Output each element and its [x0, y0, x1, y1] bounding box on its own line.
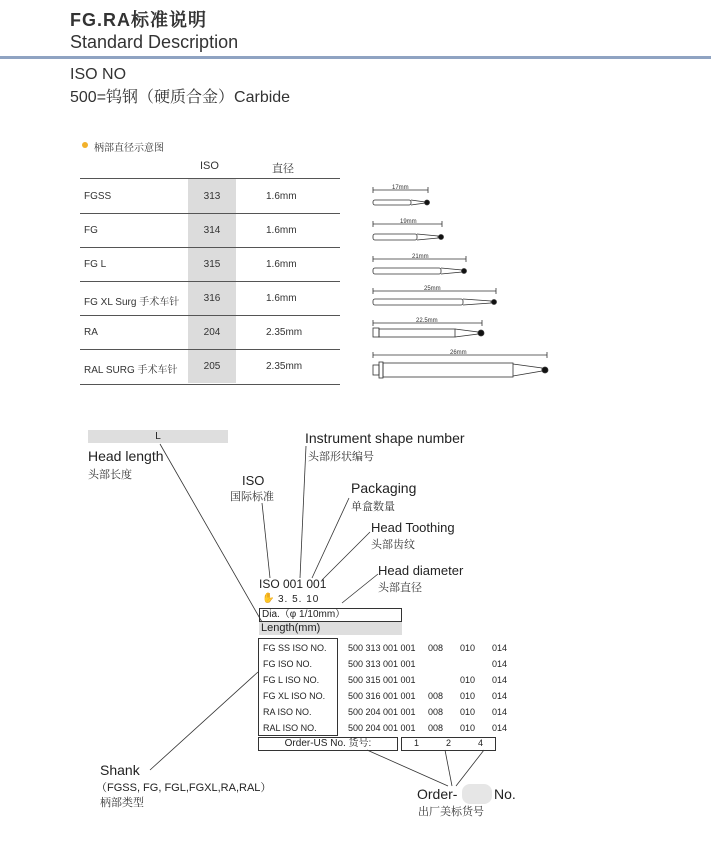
order-c2-ra: 010: [460, 707, 476, 717]
length-box: Length(mm): [259, 622, 402, 635]
order-us-num-1: 1: [414, 738, 420, 748]
row-dia-fgxl: 1.6mm: [266, 293, 297, 304]
row-dia-ra: 2.35mm: [266, 327, 303, 338]
order-c3-ra: 014: [492, 707, 508, 717]
instrument-shape-label: Instrument shape number: [305, 430, 465, 446]
line-instrument: [300, 446, 306, 578]
order-label-fg: FG ISO NO.: [263, 659, 313, 669]
order-c3-fg: 014: [492, 659, 508, 669]
page-title-cn: FG.RA标准说明: [70, 10, 207, 30]
order-us-num-2: 2: [446, 738, 452, 748]
row-iso-fgss: 313: [203, 191, 221, 202]
row-name-fgss: FGSS: [84, 191, 112, 202]
row-iso-fg: 314: [203, 225, 221, 236]
head-toothing-cn: 头部齿纹: [371, 539, 415, 551]
iso-no-heading: ISO NO: [70, 66, 127, 83]
head-toothing-label: Head Toothing: [371, 520, 455, 535]
head-length-cn: 头部长度: [88, 469, 132, 481]
row-name-fgl: FG L: [84, 259, 107, 270]
order-code-ral: 500 204 001 001: [348, 723, 416, 733]
row-dia-fgl: 1.6mm: [266, 259, 297, 270]
order-c3-fgxl: 014: [492, 691, 508, 701]
bur-length-fgl: 21mm: [412, 254, 429, 260]
order-c2-fgl: 010: [460, 675, 476, 685]
order-code-fgss: 500 313 001 001: [348, 643, 416, 653]
order-us-label: Order-US No. 货号:: [258, 737, 398, 751]
row-dia-ral: 2.35mm: [266, 361, 303, 372]
head-diameter-cn: 头部直径: [378, 582, 422, 594]
shank-diagram-title: 柄部直径示意图: [94, 143, 164, 154]
line-head-length: [160, 444, 265, 622]
order-c1-fgxl: 008: [428, 691, 444, 701]
line-shank: [150, 672, 258, 770]
iso-label: ISO: [242, 473, 265, 488]
order-no-label-b: No.: [494, 786, 516, 802]
row-dia-fgss: 1.6mm: [266, 191, 297, 202]
row-iso-ral: 205: [203, 361, 221, 372]
row-dia-fg: 1.6mm: [266, 225, 297, 236]
line-order-1: [367, 750, 448, 786]
row-name-fgxl: FG XL Surg 手术车针: [84, 297, 180, 308]
bur-length-fg: 19mm: [400, 219, 417, 225]
row-name-fg: FG: [84, 225, 98, 236]
col-header-iso: ISO: [200, 160, 219, 172]
head-diameter-label: Head diameter: [378, 563, 464, 578]
row-name-ral: RAL SURG 手术车针: [84, 365, 178, 376]
order-no-label-a: Order-: [417, 786, 458, 802]
order-label-ra: RA ISO NO.: [263, 707, 312, 717]
line-packaging: [312, 498, 349, 578]
bur-length-fgxl: 25mm: [424, 286, 441, 292]
page-title-en: Standard Description: [70, 32, 239, 52]
shank-types: （FGSS, FG, FGL,FGXL,RA,RAL）: [96, 782, 272, 794]
order-label-fgxl: FG XL ISO NO.: [263, 691, 326, 701]
order-c2-fgxl: 010: [460, 691, 476, 701]
pack-numbers: 3. 5. 10: [278, 594, 320, 605]
instrument-shape-cn: 头部形状编号: [308, 451, 374, 463]
line-order-3: [456, 750, 484, 786]
packaging-label: Packaging: [351, 480, 417, 496]
pack-icon: ✋: [262, 593, 275, 604]
order-us-num-3: 4: [478, 738, 484, 748]
line-iso: [262, 503, 270, 578]
order-c3-fgss: 014: [492, 643, 508, 653]
order-c1-fgss: 008: [428, 643, 444, 653]
order-code-fgl: 500 315 001 001: [348, 675, 416, 685]
dia-box: Dia.（φ 1/10mm）: [259, 608, 402, 622]
iso-code: ISO 001 001: [259, 577, 327, 591]
line-order-2: [445, 750, 452, 786]
order-label-fgss: FG SS ISO NO.: [263, 643, 327, 653]
packaging-cn: 单盒数量: [351, 501, 395, 513]
order-c1-ra: 008: [428, 707, 444, 717]
line-diameter: [342, 574, 378, 603]
row-name-ra: RA: [84, 327, 98, 338]
order-c3-ral: 014: [492, 723, 508, 733]
order-c3-fgl: 014: [492, 675, 508, 685]
order-code-fg: 500 313 001 001: [348, 659, 416, 669]
order-code-fgxl: 500 316 001 001: [348, 691, 416, 701]
bur-length-ral: 26mm: [450, 350, 467, 356]
order-c2-ral: 010: [460, 723, 476, 733]
carbide-note: 500=钨钢（硬质合金）Carbide: [70, 89, 291, 106]
head-length-label: Head length: [88, 448, 164, 464]
row-iso-ra: 204: [203, 327, 221, 338]
bur-length-fgss: 17mm: [392, 185, 409, 191]
row-iso-fgxl: 316: [203, 293, 221, 304]
row-iso-fgl: 315: [203, 259, 221, 270]
shank-cn: 柄部类型: [100, 797, 144, 809]
line-toothing: [322, 532, 370, 580]
order-label-fgl: FG L ISO NO.: [263, 675, 320, 685]
iso-cn-label: 国际标准: [230, 491, 274, 503]
head-length-l-box: L: [88, 430, 228, 443]
order-c2-fgss: 010: [460, 643, 476, 653]
order-no-cn: 出厂美标货号: [418, 806, 484, 818]
order-c1-ral: 008: [428, 723, 444, 733]
order-code-ra: 500 204 001 001: [348, 707, 416, 717]
col-header-diameter: 直径: [272, 163, 294, 175]
shank-label: Shank: [100, 762, 140, 778]
bur-length-ra: 22.5mm: [416, 318, 438, 324]
order-label-ral: RAL ISO NO.: [263, 723, 317, 733]
